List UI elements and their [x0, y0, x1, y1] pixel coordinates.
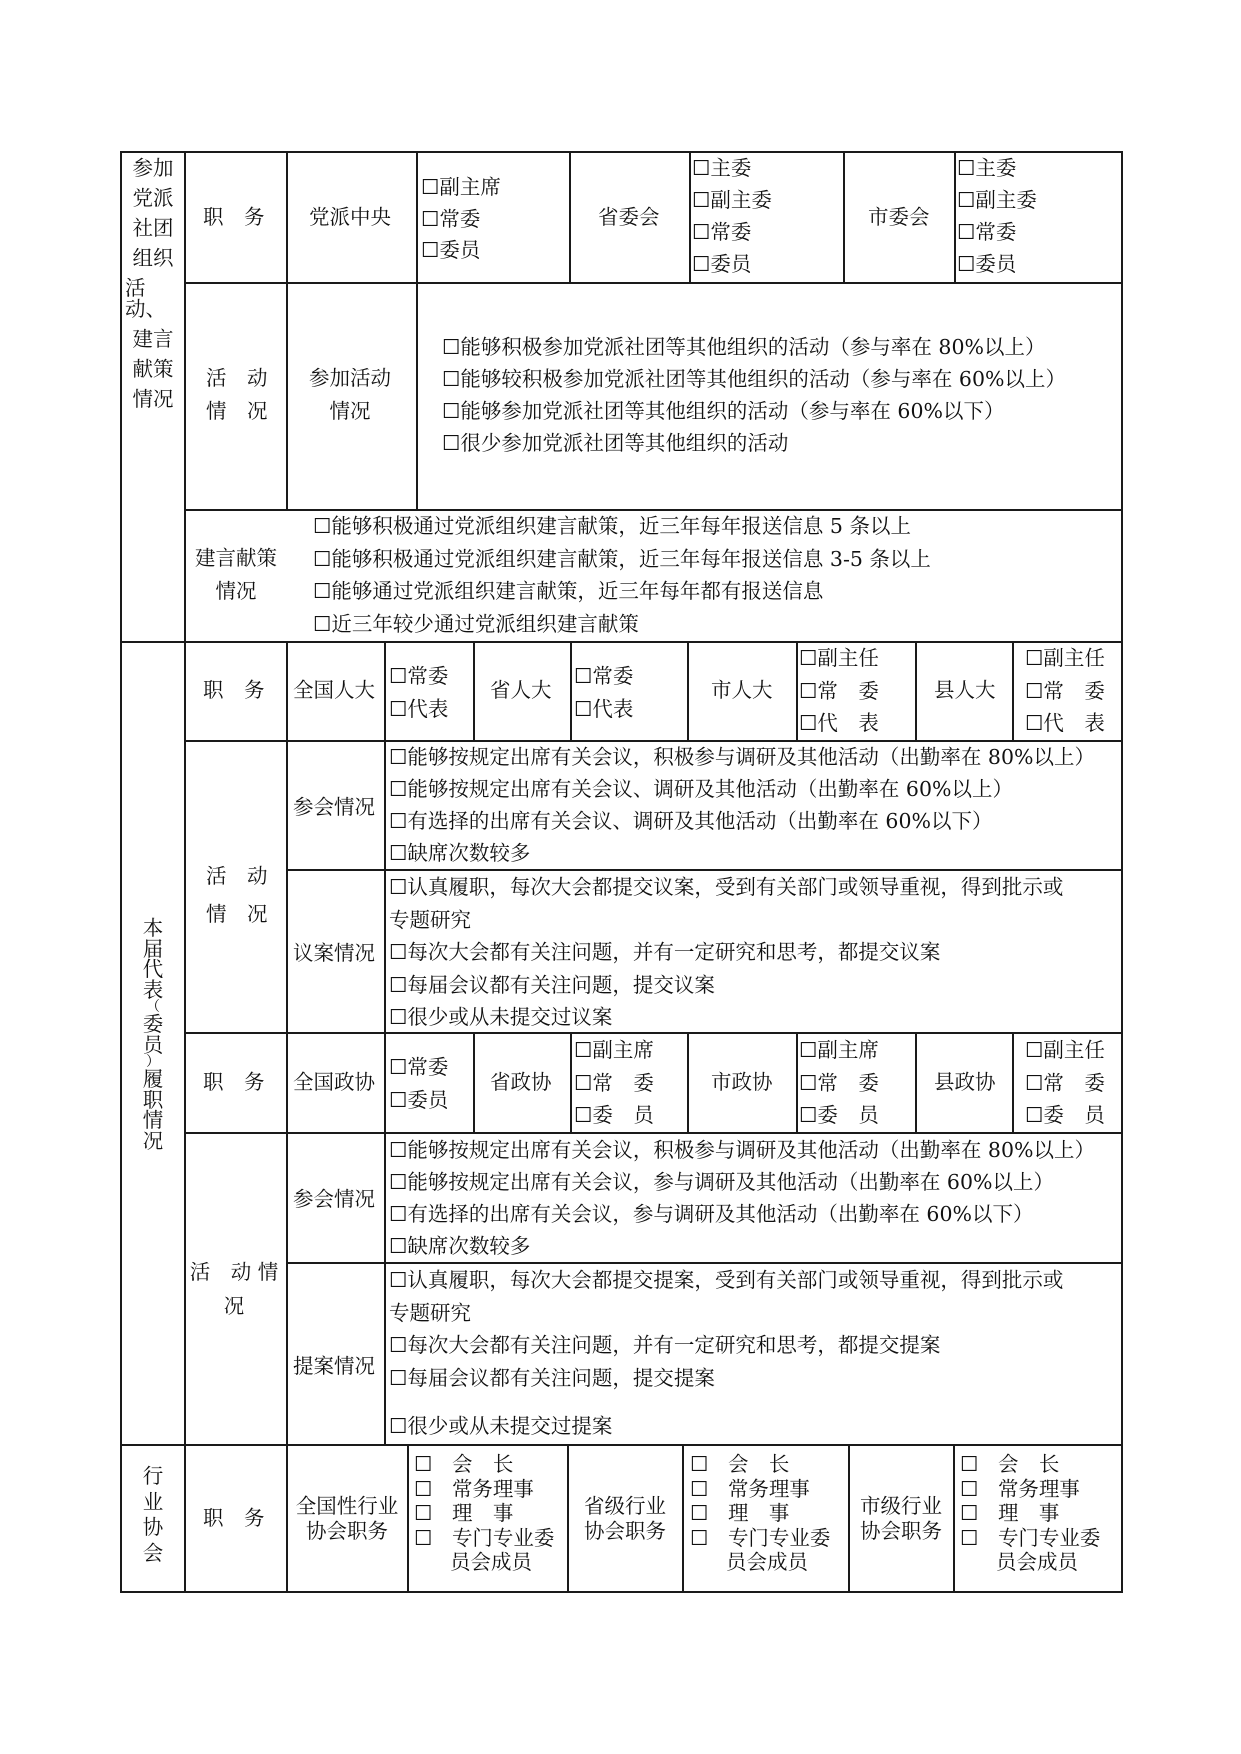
npc-county-options	[1025, 648, 1105, 734]
checkbox-option[interactable]: ☐ 能够积极参加党派社团等其他组织的活动（参与率在 80%以上）	[442, 337, 1066, 358]
checkbox-option[interactable]: ☐ 主委	[692, 158, 772, 179]
deputy-title-line: 况	[142, 1128, 164, 1153]
cppcc-national-label: 全国政协	[293, 1070, 375, 1094]
party-title-line: 社团	[132, 216, 174, 240]
checkbox-option[interactable]: ☐ 每次大会都有关注问题，并有一定研究和思考，都提交议案	[389, 942, 1063, 963]
checkbox-option[interactable]: ☐ 认真履职，每次大会都提交议案，受到有关部门或领导重视，得到批示或	[389, 877, 1063, 898]
participation-options	[442, 337, 1066, 454]
industry-city-label	[853, 1496, 949, 1541]
deputy-title-line: 届	[142, 936, 164, 961]
checkbox-option[interactable]: ☐ 缺席次数较多	[389, 1236, 1095, 1257]
label-line: 市级行业	[860, 1494, 942, 1518]
participation-label	[309, 368, 391, 421]
deputy-title-line: 代	[142, 957, 164, 981]
party-city-label: 市委会	[868, 205, 930, 229]
checkbox-option[interactable]: ☐ 理 事	[414, 1503, 554, 1524]
checkbox-option[interactable]: ☐ 缺席次数较多	[389, 843, 1095, 864]
party-title-line: 党派	[132, 186, 174, 210]
checkbox-option[interactable]: ☐ 常委	[957, 222, 1037, 243]
checkbox-option[interactable]: ☐ 常 委	[574, 1073, 654, 1094]
party-section-title	[125, 158, 181, 409]
checkbox-option[interactable]: ☐ 常委	[574, 666, 633, 687]
checkbox-option[interactable]: ☐ 能够参加党派社团等其他组织的活动（参与率在 60%以下）	[442, 401, 1066, 422]
checkbox-option[interactable]: ☐ 副主席	[574, 1040, 654, 1061]
cppcc-county-label: 县政协	[934, 1070, 996, 1094]
party-provincial-label: 省委会	[598, 205, 660, 229]
deputy-title-line: （	[146, 999, 160, 1015]
checkbox-option[interactable]: ☐ 能够积极通过党派组织建言献策，近三年每年报送信息 5 条以上	[313, 516, 931, 537]
checkbox-option[interactable]: ☐ 常 委	[799, 1073, 879, 1094]
option-continuation: 员会成员	[450, 1550, 532, 1574]
checkbox-option[interactable]: ☐ 代表	[389, 699, 448, 720]
checkbox-option[interactable]: ☐ 很少或从未提交过提案	[389, 1416, 1063, 1437]
label-line: 全国性行业	[295, 1494, 399, 1518]
checkbox-option[interactable]: ☐ 常委	[389, 1057, 448, 1078]
checkbox-option[interactable]: ☐ 代 表	[799, 713, 879, 734]
npc-national-options	[389, 666, 448, 719]
npc-city-label: 市人大	[711, 678, 773, 702]
checkbox-option[interactable]: ☐ 常 委	[799, 681, 879, 702]
checkbox-option[interactable]: ☐ 委员	[692, 254, 772, 275]
checkbox-option[interactable]: ☐ 委员	[421, 240, 501, 261]
checkbox-option[interactable]: ☐ 会 长	[414, 1454, 554, 1475]
npc-national-label: 全国人大	[293, 678, 375, 702]
cppcc-province-options	[574, 1040, 654, 1126]
checkbox-option[interactable]: ☐ 副主委	[957, 190, 1037, 211]
checkbox-option[interactable]: ☐ 代 表	[1025, 713, 1105, 734]
industry-section-title	[138, 1466, 168, 1563]
checkbox-option[interactable]: ☐ 理 事	[690, 1503, 830, 1524]
cppcc-activity-label	[188, 1262, 280, 1316]
deputy-title-line: 履	[142, 1067, 164, 1091]
checkbox-option[interactable]: ☐ 专门专业委	[960, 1528, 1100, 1549]
checkbox-option[interactable]: ☐ 常 委	[1025, 681, 1105, 702]
label-line: 况	[223, 1293, 245, 1318]
party-activity-label	[206, 368, 268, 421]
npc-province-options	[574, 666, 633, 719]
option-continuation: 员会成员	[726, 1550, 808, 1574]
industry-title-line: 会	[142, 1540, 164, 1565]
label-line: 情 况	[206, 398, 268, 423]
npc-meeting-options	[389, 747, 1095, 864]
checkbox-option[interactable]: ☐ 代表	[574, 699, 633, 720]
industry-title-line: 协	[142, 1515, 164, 1539]
checkbox-option[interactable]: ☐ 委 员	[799, 1105, 879, 1126]
party-title-line: 献策	[132, 356, 174, 381]
industry-national-options	[414, 1454, 554, 1573]
checkbox-option[interactable]: ☐ 很少或从未提交过议案	[389, 1007, 1063, 1028]
checkbox-option[interactable]: ☐ 能够较积极参加党派社团等其他组织的活动（参与率在 60%以上）	[442, 369, 1066, 390]
checkbox-option[interactable]: ☐ 很少参加党派社团等其他组织的活动	[442, 433, 1066, 454]
industry-title-line: 行	[142, 1464, 164, 1488]
deputy-title-line: 员	[142, 1032, 164, 1057]
checkbox-option[interactable]: ☐ 常务理事	[414, 1479, 554, 1500]
option-continuation: 专题研究	[389, 1300, 471, 1325]
party-provincial-options	[692, 158, 772, 275]
checkbox-option[interactable]: ☐ 副主委	[692, 190, 772, 211]
label-line: 协会职务	[584, 1518, 666, 1543]
checkbox-option[interactable]: ☐ 有选择的出席有关会议、调研及其他活动（出勤率在 60%以下）	[389, 811, 1095, 832]
checkbox-option[interactable]: ☐ 副主席	[421, 177, 501, 198]
checkbox-option[interactable]: ☐ 每次大会都有关注问题，并有一定研究和思考，都提交提案	[389, 1335, 1063, 1356]
label-line: 活 动	[206, 864, 268, 888]
industry-city-options	[960, 1454, 1100, 1573]
party-title-line: 活动、	[125, 276, 166, 321]
checkbox-option[interactable]: ☐ 副主任	[1025, 648, 1105, 669]
checkbox-option[interactable]: ☐ 近三年较少通过党派组织建言献策	[313, 614, 931, 635]
npc-province-label: 省人大	[490, 678, 552, 702]
checkbox-option[interactable]: ☐ 常务理事	[690, 1479, 830, 1500]
checkbox-option[interactable]: ☐ 会 长	[690, 1454, 830, 1475]
checkbox-option[interactable]: ☐ 委员	[957, 254, 1037, 275]
checkbox-option[interactable]: ☐ 委 员	[574, 1105, 654, 1126]
deputy-title-line: ）	[146, 1054, 160, 1070]
cppcc-city-options	[799, 1040, 879, 1126]
checkbox-option[interactable]: ☐ 有选择的出席有关会议，参与调研及其他活动（出勤率在 60%以下）	[389, 1204, 1095, 1225]
checkbox-option[interactable]: ☐ 常委	[421, 209, 501, 230]
industry-provincial-label	[572, 1496, 678, 1541]
party-central-options	[421, 177, 501, 261]
deputy-title-line: 情	[142, 1108, 164, 1132]
label-line: 情 况	[206, 901, 268, 926]
industry-provincial-options	[690, 1454, 830, 1573]
checkbox-option[interactable]: ☐ 能够积极通过党派组织建言献策，近三年每年报送信息 3-5 条以上	[313, 549, 931, 570]
label-line: 参加活动	[309, 366, 391, 390]
checkbox-option[interactable]: ☐ 能够按规定出席有关会议，积极参与调研及其他活动（出勤率在 80%以上）	[389, 1140, 1095, 1161]
checkbox-option[interactable]: ☐ 每届会议都有关注问题，提交提案	[389, 1368, 1063, 1389]
label-line: 建言献策	[195, 546, 277, 570]
npc-position-label: 职 务	[203, 678, 265, 702]
checkbox-option[interactable]: ☐ 主委	[957, 158, 1037, 179]
checkbox-option[interactable]: ☐ 专门专业委	[690, 1528, 830, 1549]
cppcc-city-label: 市政协	[711, 1070, 773, 1094]
npc-bill-label: 议案情况	[293, 941, 375, 965]
party-title-line: 情况	[132, 386, 174, 411]
label-line: 情况	[215, 578, 257, 603]
label-line: 省级行业	[584, 1494, 666, 1518]
checkbox-option[interactable]: ☐ 副主任	[1025, 1040, 1105, 1061]
checkbox-option[interactable]: ☐ 常务理事	[960, 1479, 1100, 1500]
label-line: 活 动 情	[189, 1260, 279, 1284]
option-continuation: 专题研究	[389, 907, 471, 932]
checkbox-option[interactable]: ☐ 常委	[389, 666, 448, 687]
cppcc-national-options	[389, 1057, 448, 1110]
checkbox-option[interactable]: ☐ 能够通过党派组织建言献策，近三年每年都有报送信息	[313, 581, 931, 602]
label-line: 情况	[329, 398, 371, 423]
party-title-line: 参加	[132, 156, 174, 180]
party-central-label: 党派中央	[309, 205, 391, 229]
cppcc-proposal-options	[389, 1270, 1063, 1437]
industry-title-line: 业	[142, 1489, 164, 1514]
deputy-title-line: 委	[142, 1012, 164, 1036]
industry-national-label	[292, 1496, 402, 1541]
checkbox-option[interactable]: ☐ 能够按规定出席有关会议、调研及其他活动（出勤率在 60%以上）	[389, 779, 1095, 800]
party-title-line: 组织	[132, 246, 174, 270]
cppcc-county-options	[1025, 1040, 1105, 1126]
checkbox-option[interactable]: ☐ 会 长	[960, 1454, 1100, 1475]
checkbox-option[interactable]: ☐ 能够按规定出席有关会议，参与调研及其他活动（出勤率在 60%以上）	[389, 1172, 1095, 1193]
checkbox-option[interactable]: ☐ 认真履职，每次大会都提交提案，受到有关部门或领导重视，得到批示或	[389, 1270, 1063, 1291]
checkbox-option[interactable]: ☐ 委 员	[1025, 1105, 1105, 1126]
party-title-line: 建言	[132, 326, 174, 351]
cppcc-meeting-options	[389, 1140, 1095, 1257]
label-line: 协会职务	[306, 1518, 388, 1543]
cppcc-proposal-label: 提案情况	[293, 1354, 375, 1378]
checkbox-option[interactable]: ☐ 每届会议都有关注问题，提交议案	[389, 975, 1063, 996]
label-line: 活 动	[206, 366, 268, 390]
label-line: 协会职务	[860, 1518, 942, 1543]
checkbox-option[interactable]: ☐ 专门专业委	[414, 1528, 554, 1549]
npc-bill-options	[389, 877, 1063, 1028]
checkbox-option[interactable]: ☐ 副主席	[799, 1040, 879, 1061]
checkbox-option[interactable]: ☐ 委员	[389, 1090, 448, 1111]
deputy-title-line: 本	[142, 916, 164, 940]
checkbox-option[interactable]: ☐ 常 委	[1025, 1073, 1105, 1094]
cppcc-meeting-label: 参会情况	[293, 1187, 375, 1211]
checkbox-option[interactable]: ☐ 理 事	[960, 1503, 1100, 1524]
deputy-title-line: 表	[142, 977, 164, 1002]
npc-meeting-label: 参会情况	[293, 795, 375, 819]
deputy-section-title	[138, 918, 168, 1151]
checkbox-option[interactable]: ☐ 常委	[692, 222, 772, 243]
npc-activity-label	[206, 866, 268, 924]
advice-options	[313, 516, 931, 634]
option-continuation: 员会成员	[996, 1550, 1078, 1574]
party-city-options	[957, 158, 1037, 275]
cppcc-province-label: 省政协	[490, 1070, 552, 1094]
deputy-title-line: 职	[142, 1087, 164, 1112]
cppcc-position-label: 职 务	[203, 1070, 265, 1094]
npc-city-options	[799, 648, 879, 734]
checkbox-option[interactable]: ☐ 副主任	[799, 648, 879, 669]
industry-position-label: 职 务	[203, 1506, 265, 1530]
advice-label	[193, 548, 279, 601]
party-position-label: 职 务	[203, 205, 265, 229]
checkbox-option[interactable]: ☐ 能够按规定出席有关会议，积极参与调研及其他活动（出勤率在 80%以上）	[389, 747, 1095, 768]
npc-county-label: 县人大	[934, 678, 996, 702]
